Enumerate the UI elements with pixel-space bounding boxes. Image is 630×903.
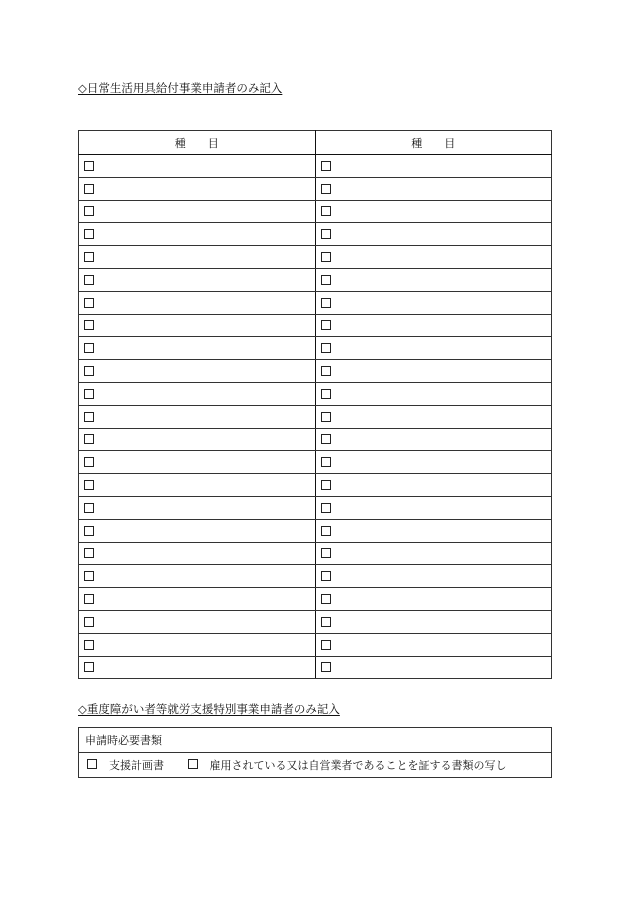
type-cell-left[interactable]: [79, 428, 316, 451]
checkbox[interactable]: [84, 548, 94, 558]
checkbox[interactable]: [84, 343, 94, 353]
checkbox[interactable]: [321, 617, 331, 627]
checkbox[interactable]: [321, 252, 331, 262]
checkbox[interactable]: [321, 594, 331, 604]
checkbox[interactable]: [321, 389, 331, 399]
type-cell-left[interactable]: [79, 451, 316, 474]
type-cell-right[interactable]: [315, 633, 552, 656]
checkbox[interactable]: [321, 526, 331, 536]
checkbox[interactable]: [84, 480, 94, 490]
checkbox[interactable]: [84, 184, 94, 194]
checkbox[interactable]: [84, 389, 94, 399]
type-cell-left[interactable]: [79, 565, 316, 588]
type-cell-right[interactable]: [315, 474, 552, 497]
column-header-type-left: [79, 131, 316, 155]
checkbox[interactable]: [84, 640, 94, 650]
table-row: [79, 496, 552, 519]
column-header-label: 種 目: [411, 136, 456, 150]
type-cell-left[interactable]: [79, 519, 316, 542]
checkbox[interactable]: [321, 640, 331, 650]
checkbox[interactable]: [84, 275, 94, 285]
checkbox[interactable]: [84, 252, 94, 262]
checkbox[interactable]: [321, 366, 331, 376]
checkbox[interactable]: [87, 759, 97, 769]
type-cell-left[interactable]: [79, 268, 316, 291]
checkbox[interactable]: [321, 184, 331, 194]
type-cell-left[interactable]: [79, 223, 316, 246]
document-option-support-plan[interactable]: [85, 757, 164, 773]
type-cell-right[interactable]: [315, 565, 552, 588]
type-cell-left[interactable]: [79, 177, 316, 200]
checkbox[interactable]: [84, 206, 94, 216]
checkbox[interactable]: [84, 526, 94, 536]
type-cell-right[interactable]: [315, 291, 552, 314]
checkbox[interactable]: [188, 759, 198, 769]
type-cell-left[interactable]: [79, 610, 316, 633]
type-cell-left[interactable]: [79, 633, 316, 656]
type-cell-right[interactable]: [315, 656, 552, 679]
type-cell-left[interactable]: [79, 314, 316, 337]
table-row: [79, 451, 552, 474]
type-cell-left[interactable]: [79, 588, 316, 611]
checkbox[interactable]: [84, 298, 94, 308]
daily-living-tools-rows: [79, 155, 552, 679]
table-row: [79, 405, 552, 428]
type-cell-left[interactable]: [79, 656, 316, 679]
type-cell-right[interactable]: [315, 519, 552, 542]
type-cell-left[interactable]: [79, 246, 316, 269]
type-cell-right[interactable]: [315, 360, 552, 383]
table-row: [79, 565, 552, 588]
checkbox[interactable]: [84, 161, 94, 171]
table-row: [79, 246, 552, 269]
checkbox[interactable]: [84, 412, 94, 422]
type-cell-left[interactable]: [79, 405, 316, 428]
table-row: [79, 337, 552, 360]
section-title-employment-support: ◇重度障がい者等就労支援特別事業申請者のみ記入: [78, 702, 340, 716]
type-cell-right[interactable]: [315, 337, 552, 360]
table-row: [79, 519, 552, 542]
checkbox[interactable]: [321, 161, 331, 171]
document-option-employment-proof[interactable]: [186, 757, 507, 773]
type-cell-right[interactable]: [315, 496, 552, 519]
checkbox[interactable]: [84, 229, 94, 239]
type-cell-right[interactable]: [315, 588, 552, 611]
type-cell-left[interactable]: [79, 542, 316, 565]
checkbox[interactable]: [321, 275, 331, 285]
column-header-type-right: [315, 131, 552, 155]
checkbox[interactable]: [321, 457, 331, 467]
required-documents-label-row: [79, 728, 552, 753]
type-cell-left[interactable]: [79, 337, 316, 360]
table-row: [79, 268, 552, 291]
table-row: [79, 177, 552, 200]
type-cell-left[interactable]: [79, 200, 316, 223]
column-header-label: 種 目: [174, 136, 219, 150]
type-cell-right[interactable]: [315, 428, 552, 451]
required-documents-options: [79, 753, 552, 778]
checkbox[interactable]: [84, 571, 94, 581]
checkbox[interactable]: [321, 662, 331, 672]
type-cell-right[interactable]: [315, 155, 552, 178]
checkbox[interactable]: [321, 298, 331, 308]
checkbox[interactable]: [84, 503, 94, 513]
document-label: 支援計画書: [109, 759, 164, 772]
checkbox[interactable]: [321, 229, 331, 239]
checkbox[interactable]: [84, 320, 94, 330]
daily-living-tools-table: [78, 130, 552, 679]
table-row: [79, 633, 552, 656]
table-row: [79, 291, 552, 314]
table-row: [79, 428, 552, 451]
type-cell-right[interactable]: [315, 451, 552, 474]
type-cell-right[interactable]: [315, 200, 552, 223]
checkbox[interactable]: [321, 503, 331, 513]
type-cell-right[interactable]: [315, 177, 552, 200]
checkbox[interactable]: [84, 434, 94, 444]
type-cell-left[interactable]: [79, 496, 316, 519]
type-cell-right[interactable]: [315, 314, 552, 337]
checkbox[interactable]: [321, 548, 331, 558]
type-cell-right[interactable]: [315, 610, 552, 633]
checkbox[interactable]: [321, 412, 331, 422]
table-row: [79, 382, 552, 405]
checkbox[interactable]: [321, 206, 331, 216]
table-row: [79, 588, 552, 611]
checkbox[interactable]: [321, 320, 331, 330]
checkbox[interactable]: [321, 480, 331, 490]
table-header-row: [79, 131, 552, 155]
required-documents-options-row: [79, 753, 552, 778]
checkbox[interactable]: [321, 343, 331, 353]
checkbox[interactable]: [84, 366, 94, 376]
table-row: [79, 542, 552, 565]
type-cell-left[interactable]: [79, 155, 316, 178]
table-row: [79, 314, 552, 337]
table-row: [79, 155, 552, 178]
table-row: [79, 474, 552, 497]
type-cell-left[interactable]: [79, 291, 316, 314]
type-cell-right[interactable]: [315, 223, 552, 246]
type-cell-right[interactable]: [315, 542, 552, 565]
required-documents-label: 申請時必要書類: [79, 728, 552, 753]
table-row: [79, 223, 552, 246]
checkbox[interactable]: [84, 662, 94, 672]
document-label: 雇用されている又は自営業者であることを証する書類の写し: [209, 759, 507, 772]
type-cell-right[interactable]: [315, 405, 552, 428]
type-cell-right[interactable]: [315, 268, 552, 291]
type-cell-left[interactable]: [79, 382, 316, 405]
required-documents-table: [78, 727, 552, 778]
table-row: [79, 610, 552, 633]
section-title-daily-living-tools: ◇日常生活用具給付事業申請者のみ記入: [78, 81, 283, 95]
type-cell-right[interactable]: [315, 246, 552, 269]
checkbox[interactable]: [321, 571, 331, 581]
checkbox[interactable]: [84, 617, 94, 627]
type-cell-right[interactable]: [315, 382, 552, 405]
table-row: [79, 656, 552, 679]
table-row: [79, 360, 552, 383]
checkbox[interactable]: [84, 457, 94, 467]
table-row: [79, 200, 552, 223]
checkbox[interactable]: [321, 434, 331, 444]
type-cell-left[interactable]: [79, 360, 316, 383]
checkbox[interactable]: [84, 594, 94, 604]
type-cell-left[interactable]: [79, 474, 316, 497]
